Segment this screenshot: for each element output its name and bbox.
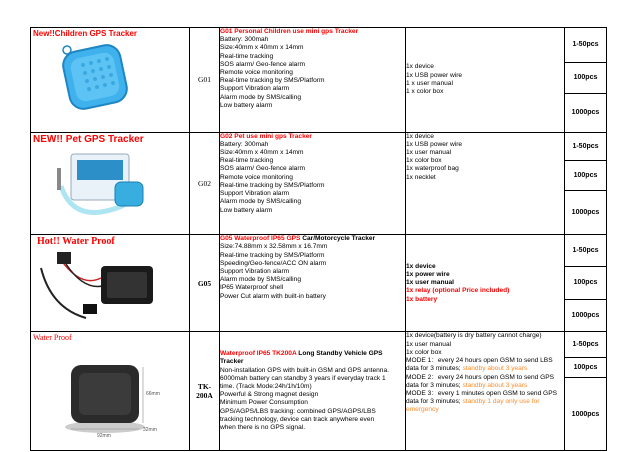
product-code: G01: [190, 28, 220, 133]
spec-title-red: Waterproof IP65 TK200A: [220, 350, 297, 358]
qty-cell: 100pcs: [565, 358, 607, 378]
mode-line: [406, 390, 564, 415]
accessories-cell-g01: [406, 28, 565, 133]
product-code: TK-200A: [190, 332, 220, 451]
accessory-line: 1x necklet: [406, 173, 436, 181]
vehicle-tracker-image: [31, 343, 189, 443]
spec-line: Size:40mm x 40mm x 14mm: [220, 149, 304, 157]
accessory-line: 1x user manual: [406, 149, 452, 157]
qty-cell: 1000pcs: [565, 93, 607, 132]
mode-text: MODE 3：every 1 minutes open GSM to send GPS data for 3 minutes;: [406, 389, 557, 406]
spec-line: Low battery alarm: [220, 206, 273, 214]
accessory-line: 1x device: [406, 132, 434, 140]
qty-cell: 1-50pcs: [565, 28, 607, 63]
spec-line: Real-time tracking by SMS/Platform: [220, 251, 325, 259]
spec-cell-tk200a: [220, 332, 406, 451]
product-title: Water Proof: [33, 333, 72, 343]
product-title: Hot!! Water Proof: [37, 236, 115, 248]
spec-line: Minimum Power Consumption: [220, 399, 308, 407]
product-cell-g02: [31, 132, 190, 235]
accessory-line: 1x USB power wire: [406, 71, 463, 79]
qty-cell: 100pcs: [565, 266, 607, 300]
spec-line: Powerful & Strong magnet design: [220, 391, 319, 399]
accessory-line: 1x user manual: [406, 279, 455, 287]
accessory-line-optional: 1x relay (optional Price included): [406, 287, 510, 295]
spec-line: Battery: 300mah: [220, 36, 269, 44]
spec-title: G02 Pet use mini gps Tracker: [220, 132, 312, 140]
spec-line: Support Vibration alarm: [220, 190, 290, 198]
spec-line: Real-time tracking by SMS/Platform: [220, 77, 325, 85]
product-title: NEW!! Pet GPS Tracker: [33, 133, 144, 145]
spec-cell-g05: [220, 235, 406, 332]
spec-line: Remote voice monitoring: [220, 173, 293, 181]
dim-label: 66mm: [146, 391, 160, 398]
spec-line: Real-time tracking by SMS/Platform: [220, 181, 325, 189]
spec-line: Alarm mode by SMS/calling: [220, 276, 301, 284]
accessory-line: 1 x user manual: [406, 79, 453, 87]
spec-line: Low battery alarm: [220, 101, 273, 109]
spec-title: G01 Personal Children use mini gps Tracker: [220, 28, 359, 35]
product-code: G05: [190, 235, 220, 332]
spec-line: SOS alarm/ Geo-fence alarm: [220, 165, 306, 173]
product-code: G02: [190, 132, 220, 235]
spec-line: GPS/AGPS/LBS tracking: combined GPS/AGPS/LBS: [220, 407, 376, 415]
spec-line: Support Vibration alarm: [220, 85, 290, 93]
spec-title-black: Car/Motorcycle Tracker: [300, 235, 376, 243]
mode-text: MODE 2：every 24 hours open GSM to send GPS data for 3 minutes;: [406, 373, 555, 389]
product-title: New!!Children GPS Tracker: [33, 29, 138, 38]
spec-line: Power Cut alarm with built-in battery: [220, 292, 326, 300]
spec-line: Remote voice monitoring: [220, 69, 293, 77]
spec-title: [220, 235, 405, 243]
qty-cell: 1-50pcs: [565, 132, 607, 161]
product-cell-g01: [31, 28, 190, 133]
spec-line: Speeding/Geo-fence/ACC ON alarm: [220, 259, 327, 267]
mode-line: [406, 357, 564, 373]
spec-line: Size:74.88mm x 32.58mm x 16.7mm: [220, 243, 328, 251]
children-tracker-image: [31, 39, 189, 123]
pet-tracker-image: [31, 146, 189, 226]
accessories-cell-g05: [406, 235, 565, 332]
accessory-line: 1x waterproof bag: [406, 165, 459, 173]
accessory-line: 1 x color box: [406, 88, 444, 96]
spec-line: Alarm mode by SMS/calling: [220, 198, 301, 206]
qty-cell: 100pcs: [565, 161, 607, 191]
mode-note: standby about 3 years: [462, 381, 528, 389]
mode-text: MODE 1：every 24 hours open GSM to send LBS data for 3 minutes;: [406, 357, 553, 373]
accessory-line: 1x device: [406, 262, 436, 270]
spec-line: tracking technology, device can track anywhere even: [220, 415, 375, 423]
spec-line: Real-time tracking: [220, 52, 274, 60]
accessories-cell-tk200a: [406, 332, 565, 451]
spec-line: Size:40mm x 40mm x 14mm: [220, 44, 304, 52]
accessory-line: 1x USB power wire: [406, 140, 463, 148]
accessory-line: 1x color box: [406, 157, 442, 165]
spec-title: [220, 350, 405, 366]
spec-title-black: Long Standby Vehicle GPS Tracker: [220, 350, 383, 366]
accessory-line-optional: 1x battery: [406, 295, 438, 303]
qty-cell: 1-50pcs: [565, 332, 607, 358]
accessory-line: 1x device(battery is dry battery cannot charge): [406, 332, 542, 340]
spec-line: Battery: 300mah: [220, 140, 269, 148]
qty-cell: 1000pcs: [565, 300, 607, 332]
product-cell-tk200a: [31, 332, 190, 451]
dim-label: 92mm: [97, 433, 111, 440]
spec-line: Non-installation GPS with built-in GSM and GPS antenna.: [220, 366, 389, 374]
qty-cell: 1000pcs: [565, 190, 607, 234]
spec-line: Support Vibration alarm: [220, 268, 290, 276]
spec-line: Real-time tracking: [220, 157, 274, 165]
qty-cell: 1000pcs: [565, 378, 607, 451]
mode-line: [406, 374, 564, 390]
spec-title-red: G05 Waterproof IP65 GPS: [220, 235, 301, 243]
spec-line: IP65 Waterproof shell: [220, 284, 284, 292]
spec-line: Alarm mode by SMS/calling: [220, 93, 301, 101]
spec-line: 6000mah battery can standby 3 years if everyday track 1: [220, 374, 386, 382]
spec-line: when there is no GPS signal.: [220, 424, 306, 432]
product-cell-g05: [31, 235, 190, 332]
qty-cell: 100pcs: [565, 62, 607, 93]
spec-line: SOS alarm/ Geo-fence alarm: [220, 60, 306, 68]
accessory-line: 1x color box: [406, 348, 442, 356]
accessory-line: 1x power wire: [406, 271, 450, 279]
spec-cell-g02: [220, 132, 406, 235]
product-price-table: [30, 27, 607, 451]
spec-cell-g01: [220, 28, 406, 133]
accessories-cell-g02: [406, 132, 565, 235]
mode-note: standby about 3 years: [462, 365, 528, 373]
spec-line: time. (Track Mode:24h/1h/10m): [220, 383, 312, 391]
dim-label: 32mm: [143, 427, 157, 434]
accessory-line: 1x user manual: [406, 340, 452, 348]
accessory-line: 1x device: [406, 63, 434, 71]
mode-note: standby 1 day only use for emergency: [406, 398, 540, 414]
car-tracker-image: [31, 248, 189, 326]
qty-cell: 1-50pcs: [565, 235, 607, 266]
